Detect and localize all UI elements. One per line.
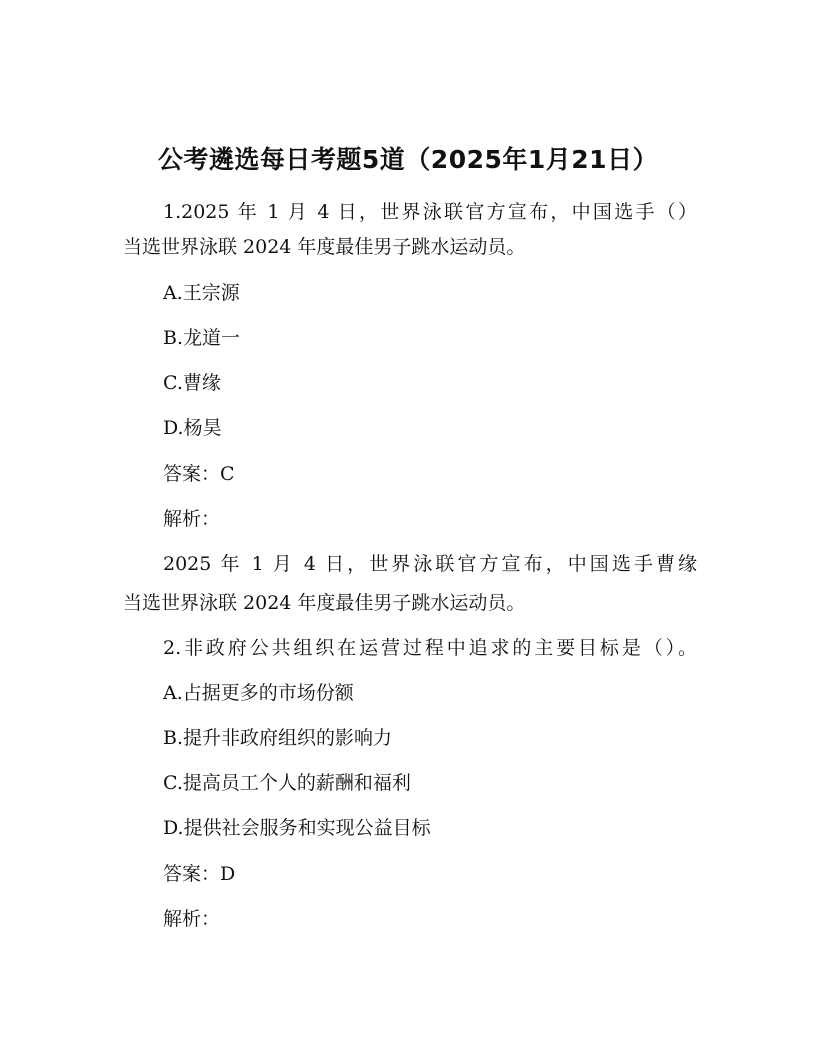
question-1-analysis-line-2: 当选世界泳联 2024 年度最佳男子跳水运动员。 bbox=[123, 592, 526, 614]
question-1-answer: 答案：C bbox=[163, 463, 235, 485]
question-2-answer: 答案：D bbox=[163, 863, 236, 885]
question-1-text-line-1: 1.2025 年 1 月 4 日，世界泳联官方宣布，中国选手（） bbox=[163, 201, 697, 223]
question-2-option-c: C.提高员工个人的薪酬和福利 bbox=[163, 772, 411, 794]
question-2-text: 2.非政府公共组织在运营过程中追求的主要目标是（）。 bbox=[163, 637, 697, 659]
question-1-option-b: B.龙道一 bbox=[163, 327, 241, 349]
question-2-option-b: B.提升非政府组织的影响力 bbox=[163, 727, 393, 749]
question-2-analysis-label: 解析： bbox=[163, 908, 221, 930]
question-1-option-a: A.王宗源 bbox=[163, 282, 240, 304]
question-2-option-a: A.占据更多的市场份额 bbox=[163, 682, 354, 704]
question-1-analysis-line-1: 2025 年 1 月 4 日，世界泳联官方宣布，中国选手曹缘 bbox=[163, 553, 697, 575]
question-2-option-d: D.提供社会服务和实现公益目标 bbox=[163, 817, 431, 839]
question-1-option-c: C.曹缘 bbox=[163, 372, 221, 394]
question-1-analysis-label: 解析： bbox=[163, 508, 221, 530]
document-title: 公考遴选每日考题5道（2025年1月21日） bbox=[157, 145, 659, 174]
question-1-option-d: D.杨昊 bbox=[163, 417, 222, 439]
question-1-text-line-2: 当选世界泳联 2024 年度最佳男子跳水运动员。 bbox=[123, 236, 526, 258]
